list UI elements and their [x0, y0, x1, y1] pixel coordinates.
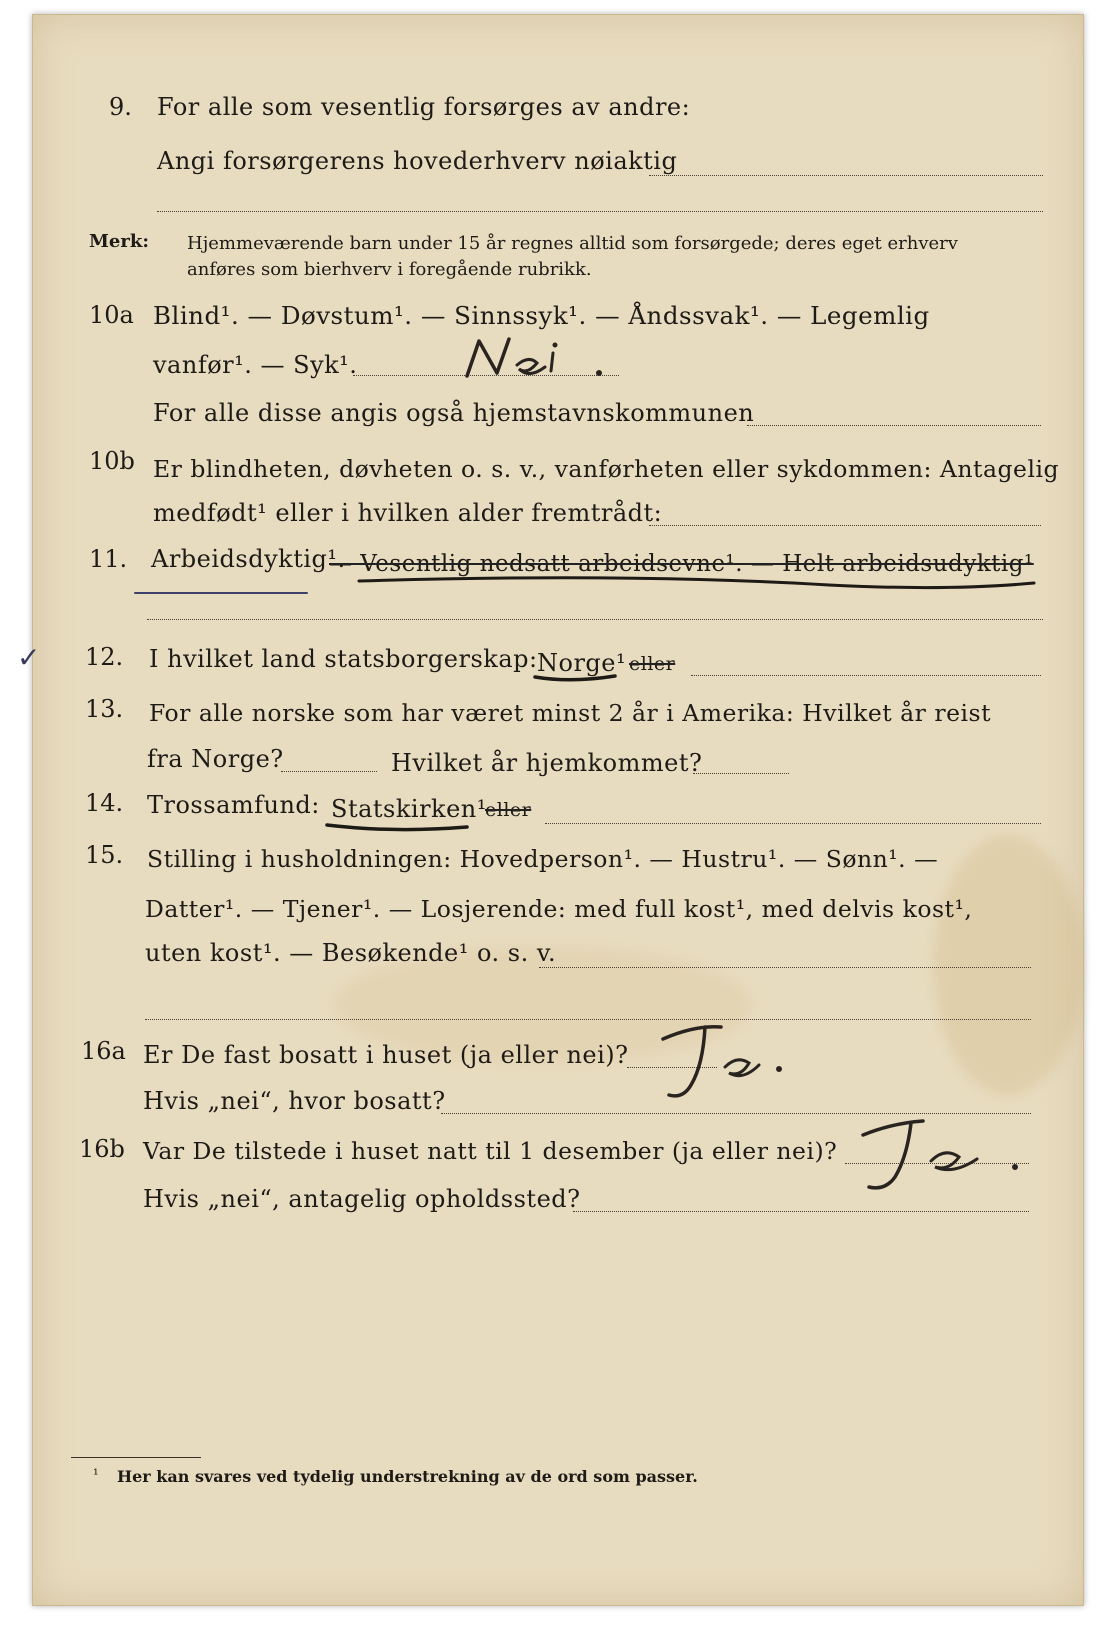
- handwritten-strike-line: [129, 561, 1049, 601]
- question-text: fra Norge?: [147, 745, 284, 773]
- handwritten-answer-ja: [853, 1105, 1023, 1195]
- question-number: 16b: [79, 1135, 125, 1163]
- question-text: Var De tilstede i huset natt til 1 desember (ja eller nei)?: [143, 1137, 838, 1165]
- answer-line: [691, 675, 1041, 676]
- answer-line: [573, 1211, 1029, 1212]
- question-text: Angi forsørgerens hovederhverv nøiaktig: [157, 147, 678, 175]
- note-label: Merk:: [89, 231, 149, 252]
- answer-line: [281, 771, 377, 772]
- question-text: For alle som vesentlig forsørges av andre:: [157, 93, 691, 121]
- note-text: Hjemmeværende barn under 15 år regnes alltid som forsørgede; deres eget erhverv: [187, 233, 958, 254]
- question-text: Er De fast bosatt i huset (ja eller nei)?: [143, 1041, 629, 1069]
- question-text: Hvis „nei“, antagelig opholdssted?: [143, 1185, 581, 1213]
- footnote-text: Her kan svares ved tydelig understrekning av de ord som passer.: [117, 1467, 698, 1486]
- question-text: Hvis „nei“, hvor bosatt?: [143, 1087, 446, 1115]
- answer-line: [145, 1019, 1031, 1020]
- question-text: Stilling i husholdningen: Hovedperson¹. — Hustru¹. — Sønn¹. —: [147, 845, 939, 873]
- handwritten-underline: [323, 819, 473, 833]
- answer-line: [693, 773, 789, 774]
- question-text: vanfør¹. — Syk¹.: [153, 351, 358, 379]
- question-text: uten kost¹. — Besøkende¹ o. s. v.: [145, 939, 557, 967]
- question-text: Datter¹. — Tjener¹. — Losjerende: med full kost¹, med delvis kost¹,: [145, 895, 973, 923]
- question-text: Er blindheten, døvheten o. s. v., vanførheten eller sykdommen: Antagelig: [153, 455, 1060, 483]
- answer-line: [649, 525, 1041, 526]
- question-text: I hvilket land statsborgerskap:: [149, 645, 538, 673]
- answer-line: [545, 823, 1041, 824]
- question-number: 11.: [89, 545, 128, 573]
- paper-stain: [933, 835, 1083, 1095]
- note-text: anføres som bierhverv i foregående rubrikk.: [187, 259, 592, 280]
- question-number: 14.: [85, 789, 124, 817]
- question-text: Hvilket år hjemkommet?: [391, 749, 703, 777]
- answer-line: [649, 175, 1043, 176]
- answer-norge: Norge¹: [537, 649, 627, 677]
- handwritten-answer-ja: [655, 1015, 795, 1105]
- answer-line: [539, 967, 1031, 968]
- footnote-mark: ¹: [93, 1467, 99, 1483]
- question-text: For alle disse angis også hjemstavnskommunen: [153, 399, 755, 427]
- question-number: 16a: [81, 1037, 126, 1065]
- question-text: Trossamfund:: [147, 791, 320, 819]
- question-text: Blind¹. — Døvstum¹. — Sinnssyk¹. — Åndssvak¹. — Legemlig: [153, 301, 930, 330]
- question-number: 10a: [89, 301, 134, 329]
- question-number: 12.: [85, 643, 124, 671]
- answer-line: [147, 619, 1043, 620]
- census-form-page: [17, 14, 1084, 1606]
- check-mark: ✓: [17, 641, 41, 674]
- answer-line: [157, 211, 1043, 212]
- struck-word: eller: [485, 799, 532, 821]
- answer-statskirken: Statskirken¹: [331, 795, 487, 823]
- question-number: 10b: [89, 447, 135, 475]
- question-text: medfødt¹ eller i hvilken alder fremtrådt:: [153, 499, 663, 527]
- struck-word: eller: [629, 653, 676, 675]
- handwritten-answer-nei: [457, 331, 627, 391]
- option-struck: — Vesentlig nedsatt arbeidsevne¹. — Helt arbeidsudyktig¹: [329, 551, 1034, 577]
- question-number: 13.: [85, 695, 124, 723]
- option-arbeidsdyktig: Arbeidsdyktig¹.: [151, 545, 346, 573]
- question-text: For alle norske som har været minst 2 år i Amerika: Hvilket år reist: [149, 699, 992, 727]
- question-number: 9.: [109, 93, 132, 121]
- handwritten-underline: [531, 671, 621, 685]
- footnote-rule: [71, 1457, 201, 1458]
- question-number: 15.: [85, 841, 124, 869]
- answer-line: [747, 425, 1041, 426]
